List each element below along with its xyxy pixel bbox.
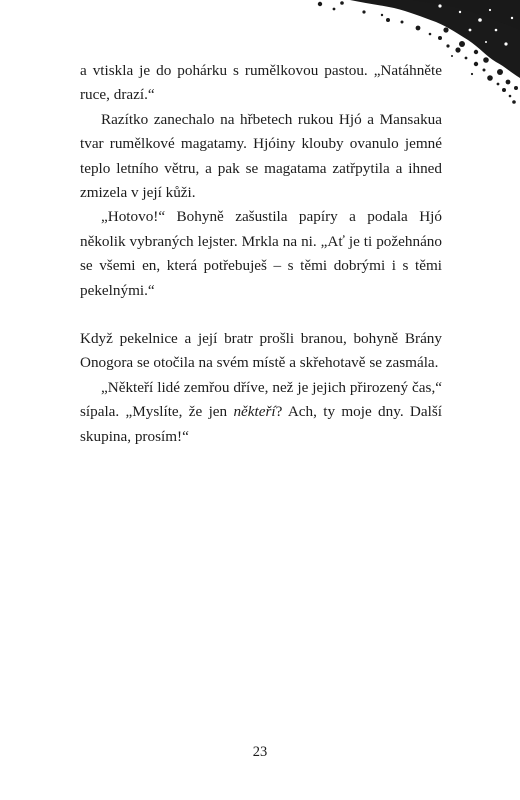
page-number: 23 (252, 744, 268, 760)
body-text (80, 59, 442, 449)
paragraph (80, 205, 442, 303)
paragraph (80, 376, 442, 449)
paragraph (80, 59, 442, 108)
paragraph (80, 327, 442, 376)
paragraph-text: „Někteří lidé zemřou dříve, než je jejich přirozený čas,“ sípala. „Myslíte, že jen (80, 378, 442, 421)
emphasized-word: někteří (233, 403, 276, 421)
paragraph-text: a vtiskla je do pohárku s rumělkovou pastou. „Natáhněte ruce, drazí.“ (80, 62, 442, 104)
paragraph-text: „Hotovo!“ Bohyně zašustila papíry a podala Hjó několik vybraných lejster. Mrkla na ni. „Ať je ti požehnáno se všemi en, která potřebuješ – s těmi dobrými i s těmi pekelnými.“ (80, 208, 442, 299)
paragraph-text: Razítko zanechalo na hřbetech rukou Hjó a Mansakua tvar rumělkové magatamy. Hjóiny klouby ovanulo jemné teplo letního větru, a pak se magatama zatřpytila a ihned zmizela v její kůži. (80, 110, 442, 202)
paragraph-text-continued: ? Ach, ty moje dny. Další skupina, prosím!“ (80, 403, 442, 445)
paragraph-text: Když pekelnice a její bratr prošli branou, bohyně Brány Onogora se otočila na svém místě a skřehotavě se zasmála. (80, 330, 442, 372)
paragraph (80, 108, 442, 206)
